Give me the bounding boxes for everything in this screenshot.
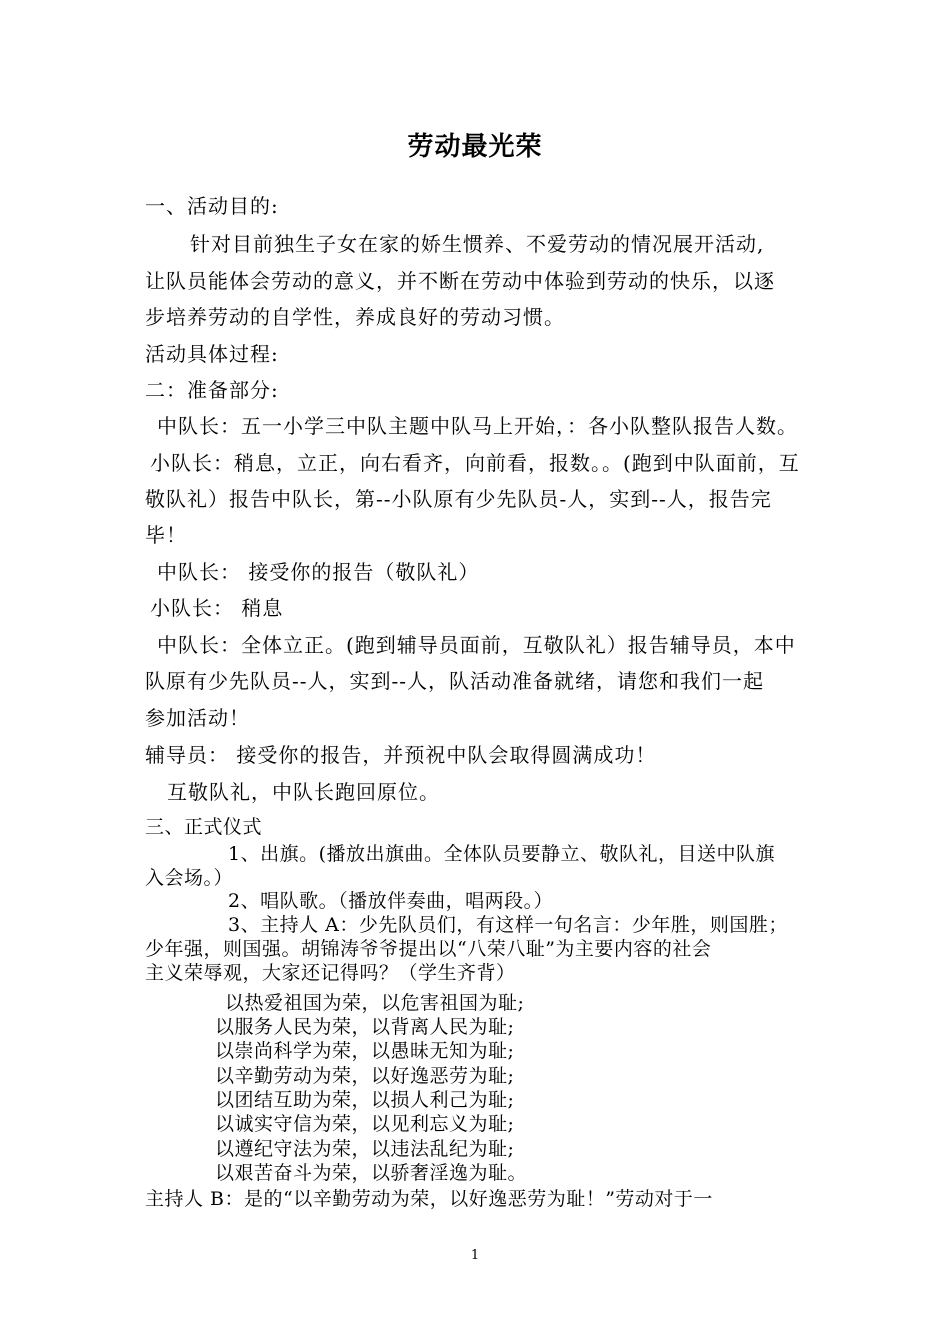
dialogue-line: 中队长：五一小学三中队主题中队马上开始，：各小队整队报告人数。 (157, 414, 798, 438)
paragraph-line: 让队员能体会劳动的意义，并不断在劳动中体验到劳动的快乐，以逐 (145, 269, 775, 293)
dialogue-line: 中队长：全体立正。(跑到辅导员面前，互敬队礼）报告辅导员，本中 (157, 633, 796, 657)
section-heading-preparation: 二：准备部分: (145, 378, 279, 402)
ceremony-line: 1、出旗。(播放出旗曲。全体队员要静立、敬队礼，目送中队旗 (228, 843, 776, 865)
recitation-line: 以诚实守信为荣，以见利忘义为耻; (215, 1113, 515, 1135)
section-heading-ceremony: 三、正式仪式 (145, 816, 263, 838)
host-line: 主持人 B：是的“以辛勤劳动为荣，以好逸恶劳为耻！”劳动对于一 (145, 1188, 713, 1210)
dialogue-line: 小队长： 稍息 (150, 596, 284, 620)
dialogue-line: 队原有少先队员--人，实到--人，队活动准备就绪，请您和我们一起 (145, 669, 765, 693)
recitation-line: 以遵纪守法为荣，以违法乱纪为耻; (215, 1138, 515, 1160)
recitation-line: 以崇尚科学为荣，以愚昧无知为耻; (215, 1040, 515, 1062)
ceremony-line: 少年强，则国强。胡锦涛爷爷提出以“八荣八耻”为主要内容的社会 (145, 938, 712, 960)
document-title: 劳动最光荣 (407, 132, 543, 162)
recitation-line: 以热爱祖国为荣，以危害祖国为耻; (225, 992, 525, 1014)
paragraph-line: 步培养劳动的自学性，养成良好的劳动习惯。 (145, 305, 565, 329)
recitation-line: 以辛勤劳动为荣，以好逸恶劳为耻; (215, 1065, 515, 1087)
dialogue-line: 敬队礼）报告中队长，第--小队原有少先队员-人，实到--人，报告完 (145, 487, 772, 511)
dialogue-line: 中队长： 接受你的报告（敬队礼） (157, 560, 480, 584)
ceremony-line: 3、主持人 A：少先队员们，有这样一句名言：少年胜，则国胜； (228, 914, 788, 936)
recitation-line: 以服务人民为荣，以背离人民为耻; (215, 1016, 515, 1038)
dialogue-line: 参加活动！ (145, 706, 250, 730)
section-heading-purpose: 一、活动目的: (145, 194, 279, 218)
page-number: 1 (470, 1248, 480, 1263)
section-heading-process: 活动具体过程: (145, 342, 279, 366)
dialogue-line: 毕！ (145, 523, 187, 547)
ceremony-line: 2、唱队歌。（播放伴奏曲，唱两段。） (228, 890, 554, 912)
recitation-line: 以团结互助为荣，以损人利己为耻; (215, 1089, 515, 1111)
dialogue-line: 互敬队礼，中队长跑回原位。 (167, 780, 440, 804)
ceremony-line: 主义荣辱观，大家还记得吗？（学生齐背） (145, 962, 516, 984)
dialogue-line: 小队长：稍息，立正，向右看齐，向前看，报数。。(跑到中队面前，互 (150, 451, 800, 475)
recitation-line: 以艰苦奋斗为荣，以骄奢淫逸为耻。 (215, 1162, 528, 1184)
dialogue-line: 辅导员： 接受你的报告，并预祝中队会取得圆满成功！ (145, 743, 657, 767)
ceremony-line: 入会场。） (145, 867, 234, 889)
paragraph-line: 针对目前独生子女在家的娇生惯养、不爱劳动的情况展开活动, (190, 232, 765, 256)
